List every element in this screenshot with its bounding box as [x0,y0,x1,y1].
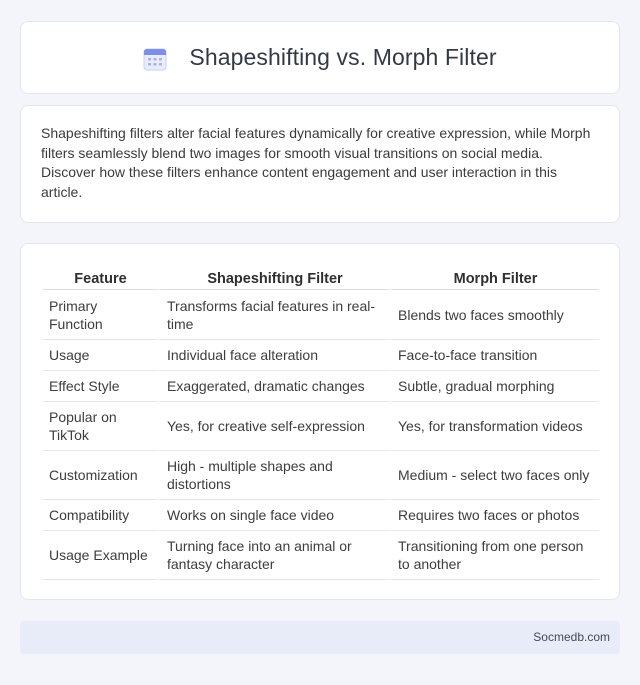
morph-cell: Yes, for transformation videos [389,402,599,451]
page-title: Shapeshifting vs. Morph Filter [189,44,497,70]
feature-cell: Usage [43,340,158,371]
table-row [43,340,599,371]
table-row [43,371,599,402]
title-card [20,21,620,94]
table-header-row [43,264,599,290]
table-row [43,531,599,580]
shapeshifting-cell: Works on single face video [158,500,389,531]
feature-cell: Customization [43,451,158,500]
feature-cell: Compatibility [43,500,158,531]
table-row [43,500,599,531]
feature-cell: Usage Example [43,531,158,580]
feature-cell: Primary Function [43,290,158,340]
header-feature: Feature [43,264,158,290]
table-row [43,451,599,500]
header-morph: Morph Filter [389,264,599,290]
comparison-table-card [20,243,620,600]
morph-cell: Medium - select two faces only [389,451,599,500]
morph-cell: Subtle, gradual morphing [389,371,599,402]
shapeshifting-cell: Transforms facial features in real-time [158,290,389,340]
footer-brand[interactable]: Socmedb.com [533,630,610,644]
header-shapeshifting: Shapeshifting Filter [158,264,389,290]
shapeshifting-cell: Yes, for creative self-expression [158,402,389,451]
footer [20,621,620,654]
shapeshifting-cell: Individual face alteration [158,340,389,371]
calendar-icon [143,47,167,71]
table-row [43,290,599,340]
feature-cell: Effect Style [43,371,158,402]
morph-cell: Requires two faces or photos [389,500,599,531]
shapeshifting-cell: Exaggerated, dramatic changes [158,371,389,402]
table-row [43,402,599,451]
feature-cell: Popular on TikTok [43,402,158,451]
comparison-table [43,264,599,580]
shapeshifting-cell: Turning face into an animal or fantasy character [158,531,389,580]
shapeshifting-cell: High - multiple shapes and distortions [158,451,389,500]
morph-cell: Transitioning from one person to another [389,531,599,580]
intro-card [20,105,620,223]
morph-cell: Blends two faces smoothly [389,290,599,340]
morph-cell: Face-to-face transition [389,340,599,371]
intro-paragraph: Shapeshifting filters alter facial features dynamically for creative expression, while Morph filters seamlessly blend two images for smooth visual transitions on social media. Discover how these filters enhance content engagement and user interaction in this article. [41,125,591,200]
